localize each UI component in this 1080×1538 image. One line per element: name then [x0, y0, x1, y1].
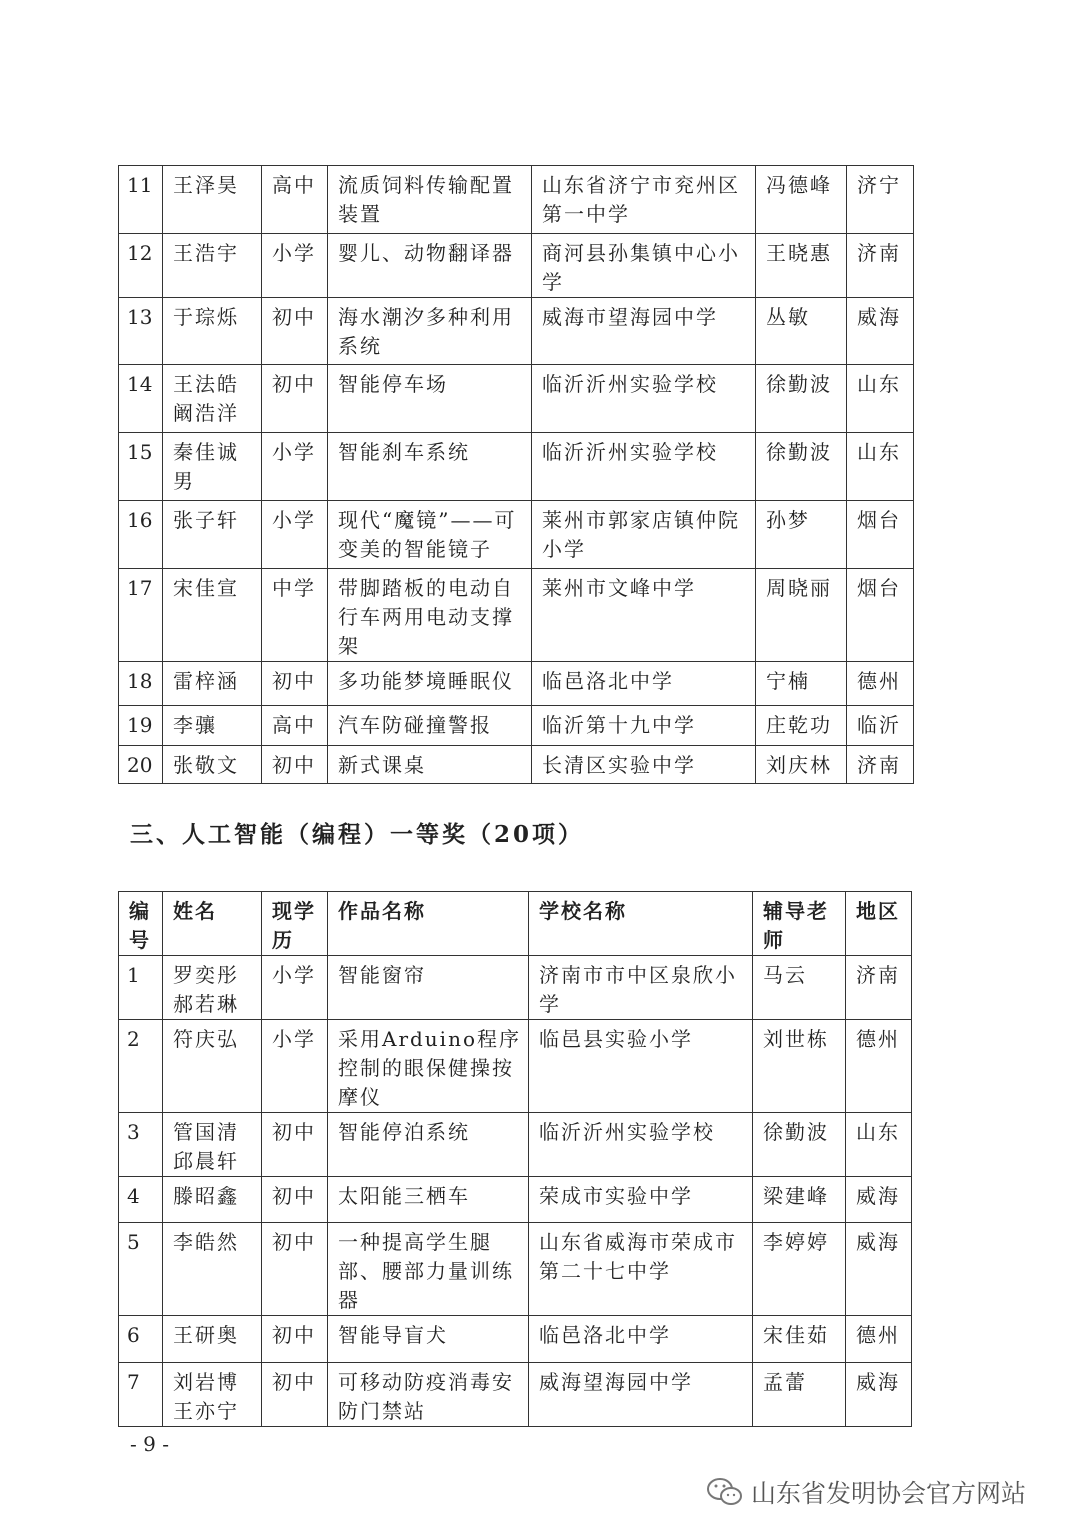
cell-number: 16: [119, 501, 163, 569]
table-row: [119, 234, 914, 298]
cell-region: 济南: [847, 746, 914, 784]
header-region: 地区: [846, 892, 912, 956]
cell-region: 烟台: [847, 569, 914, 662]
cell-advisor: 徐勤波: [756, 433, 847, 501]
cell-region: 济南: [847, 234, 914, 298]
cell-region: 威海: [846, 1177, 912, 1223]
cell-education: 初中: [262, 1316, 328, 1363]
cell-number: 13: [119, 298, 163, 365]
cell-work-title: 智能停车场: [328, 365, 532, 433]
awards-table-continued: [118, 165, 914, 784]
cell-work-title: 智能停泊系统: [328, 1113, 529, 1177]
cell-education: 小学: [262, 433, 328, 501]
cell-region: 济宁: [847, 166, 914, 234]
table-row: [119, 1363, 912, 1427]
cell-advisor: 孟蕾: [753, 1363, 846, 1427]
cell-work-title: 汽车防碰撞警报: [328, 706, 532, 746]
cell-work-title: 智能导盲犬: [328, 1316, 529, 1363]
cell-advisor: 王晓惠: [756, 234, 847, 298]
cell-school: 威海望海园中学: [529, 1363, 753, 1427]
cell-education: 小学: [262, 956, 328, 1020]
cell-advisor: 李婷婷: [753, 1223, 846, 1316]
cell-region: 临沂: [847, 706, 914, 746]
section-heading: 三、人工智能（编程）一等奖（20项）: [130, 821, 585, 848]
cell-number: 18: [119, 662, 163, 706]
cell-work-title: 智能刹车系统: [328, 433, 532, 501]
cell-work-title: 婴儿、动物翻译器: [328, 234, 532, 298]
cell-advisor: 周晓丽: [756, 569, 847, 662]
cell-advisor: 丛敏: [756, 298, 847, 365]
cell-region: 烟台: [847, 501, 914, 569]
cell-school: 临沂沂州实验学校: [529, 1113, 753, 1177]
table-row: [119, 746, 914, 784]
cell-work-title: 采用Arduino程序控制的眼保健操按摩仪: [328, 1020, 529, 1113]
cell-work-title: 多功能梦境睡眠仪: [328, 662, 532, 706]
cell-number: 2: [119, 1020, 163, 1113]
cell-school: 威海市望海园中学: [532, 298, 756, 365]
table-row: [119, 298, 914, 365]
cell-name: 管国清邱晨轩: [163, 1113, 262, 1177]
cell-name: 雷梓涵: [163, 662, 262, 706]
cell-education: 高中: [262, 706, 328, 746]
table-row: [119, 706, 914, 746]
header-number: 编号: [119, 892, 163, 956]
table-row: [119, 1020, 912, 1113]
cell-education: 初中: [262, 298, 328, 365]
cell-school: 长清区实验中学: [532, 746, 756, 784]
cell-education: 初中: [262, 1113, 328, 1177]
cell-school: 山东省济宁市兖州区第一中学: [532, 166, 756, 234]
cell-work-title: 现代“魔镜”——可变美的智能镜子: [328, 501, 532, 569]
cell-name: 张敬文: [163, 746, 262, 784]
cell-region: 威海: [846, 1363, 912, 1427]
cell-school: 临邑洛北中学: [529, 1316, 753, 1363]
cell-work-title: 带脚踏板的电动自行车两用电动支撑架: [328, 569, 532, 662]
cell-school: 莱州市郭家店镇仲院小学: [532, 501, 756, 569]
header-advisor: 辅导老师: [753, 892, 846, 956]
table-row: [119, 365, 914, 433]
cell-advisor: 庄乾功: [756, 706, 847, 746]
cell-name: 王法皓阚浩洋: [163, 365, 262, 433]
watermark: [705, 1474, 1026, 1510]
cell-region: 山东: [846, 1113, 912, 1177]
cell-number: 4: [119, 1177, 163, 1223]
cell-education: 初中: [262, 365, 328, 433]
cell-name: 王浩宇: [163, 234, 262, 298]
cell-number: 7: [119, 1363, 163, 1427]
cell-education: 初中: [262, 1363, 328, 1427]
cell-name: 滕昭鑫: [163, 1177, 262, 1223]
cell-number: 15: [119, 433, 163, 501]
cell-advisor: 宋佳茹: [753, 1316, 846, 1363]
cell-education: 初中: [262, 662, 328, 706]
table-row: [119, 1113, 912, 1177]
cell-school: 临沂沂州实验学校: [532, 433, 756, 501]
cell-advisor: 刘庆林: [756, 746, 847, 784]
cell-number: 19: [119, 706, 163, 746]
cell-school: 山东省威海市荣成市第二十七中学: [529, 1223, 753, 1316]
ai-programming-first-prize-table: [118, 891, 912, 1427]
table-row: [119, 569, 914, 662]
cell-name: 张子轩: [163, 501, 262, 569]
table-row: [119, 501, 914, 569]
cell-education: 初中: [262, 746, 328, 784]
cell-region: 威海: [847, 298, 914, 365]
cell-school: 临邑县实验小学: [529, 1020, 753, 1113]
cell-education: 小学: [262, 234, 328, 298]
cell-region: 威海: [846, 1223, 912, 1316]
cell-name: 王泽昊: [163, 166, 262, 234]
cell-name: 罗奕彤郝若琳: [163, 956, 262, 1020]
cell-work-title: 流质饲料传输配置装置: [328, 166, 532, 234]
cell-name: 李骧: [163, 706, 262, 746]
cell-work-title: 太阳能三栖车: [328, 1177, 529, 1223]
cell-region: 山东: [847, 433, 914, 501]
table-row: [119, 1177, 912, 1223]
header-school: 学校名称: [529, 892, 753, 956]
cell-region: 济南: [846, 956, 912, 1020]
cell-advisor: 宁楠: [756, 662, 847, 706]
cell-number: 20: [119, 746, 163, 784]
cell-school: 临邑洛北中学: [532, 662, 756, 706]
cell-education: 中学: [262, 569, 328, 662]
cell-name: 王研奥: [163, 1316, 262, 1363]
table-row: [119, 1316, 912, 1363]
table-row: [119, 1223, 912, 1316]
header-name: 姓名: [163, 892, 262, 956]
cell-region: 德州: [847, 662, 914, 706]
cell-number: 3: [119, 1113, 163, 1177]
cell-advisor: 刘世栋: [753, 1020, 846, 1113]
cell-name: 于琮烁: [163, 298, 262, 365]
wechat-icon: [705, 1476, 745, 1508]
cell-region: 德州: [846, 1020, 912, 1113]
header-work-title: 作品名称: [328, 892, 529, 956]
cell-advisor: 梁建峰: [753, 1177, 846, 1223]
cell-name: 符庆弘: [163, 1020, 262, 1113]
cell-number: 5: [119, 1223, 163, 1316]
cell-school: 商河县孙集镇中心小学: [532, 234, 756, 298]
watermark-text: 山东省发明协会官方网站: [751, 1479, 1027, 1508]
table-row: [119, 662, 914, 706]
table-row: [119, 956, 912, 1020]
cell-school: 荣成市实验中学: [529, 1177, 753, 1223]
cell-name: 李皓然: [163, 1223, 262, 1316]
cell-work-title: 一种提高学生腿部、腰部力量训练器: [328, 1223, 529, 1316]
cell-number: 17: [119, 569, 163, 662]
cell-name: 宋佳宣: [163, 569, 262, 662]
cell-work-title: 海水潮汐多种利用系统: [328, 298, 532, 365]
cell-school: 济南市市中区泉欣小学: [529, 956, 753, 1020]
cell-number: 12: [119, 234, 163, 298]
cell-work-title: 可移动防疫消毒安防门禁站: [328, 1363, 529, 1427]
cell-number: 1: [119, 956, 163, 1020]
cell-advisor: 徐勤波: [753, 1113, 846, 1177]
cell-advisor: 徐勤波: [756, 365, 847, 433]
cell-advisor: 冯德峰: [756, 166, 847, 234]
cell-advisor: 孙梦: [756, 501, 847, 569]
cell-region: 德州: [846, 1316, 912, 1363]
cell-education: 初中: [262, 1223, 328, 1316]
cell-name: 秦佳诚男: [163, 433, 262, 501]
cell-advisor: 马云: [753, 956, 846, 1020]
table-row: [119, 166, 914, 234]
cell-education: 小学: [262, 1020, 328, 1113]
cell-work-title: 智能窗帘: [328, 956, 529, 1020]
table-row: [119, 433, 914, 501]
cell-school: 莱州市文峰中学: [532, 569, 756, 662]
cell-education: 初中: [262, 1177, 328, 1223]
cell-number: 14: [119, 365, 163, 433]
cell-region: 山东: [847, 365, 914, 433]
cell-education: 小学: [262, 501, 328, 569]
cell-work-title: 新式课桌: [328, 746, 532, 784]
cell-name: 刘岩博王亦宁: [163, 1363, 262, 1427]
table-header-row: [119, 892, 912, 956]
header-education: 现学历: [262, 892, 328, 956]
page-number: - 9 -: [130, 1432, 169, 1456]
cell-school: 临沂沂州实验学校: [532, 365, 756, 433]
cell-education: 高中: [262, 166, 328, 234]
cell-school: 临沂第十九中学: [532, 706, 756, 746]
cell-number: 11: [119, 166, 163, 234]
cell-number: 6: [119, 1316, 163, 1363]
